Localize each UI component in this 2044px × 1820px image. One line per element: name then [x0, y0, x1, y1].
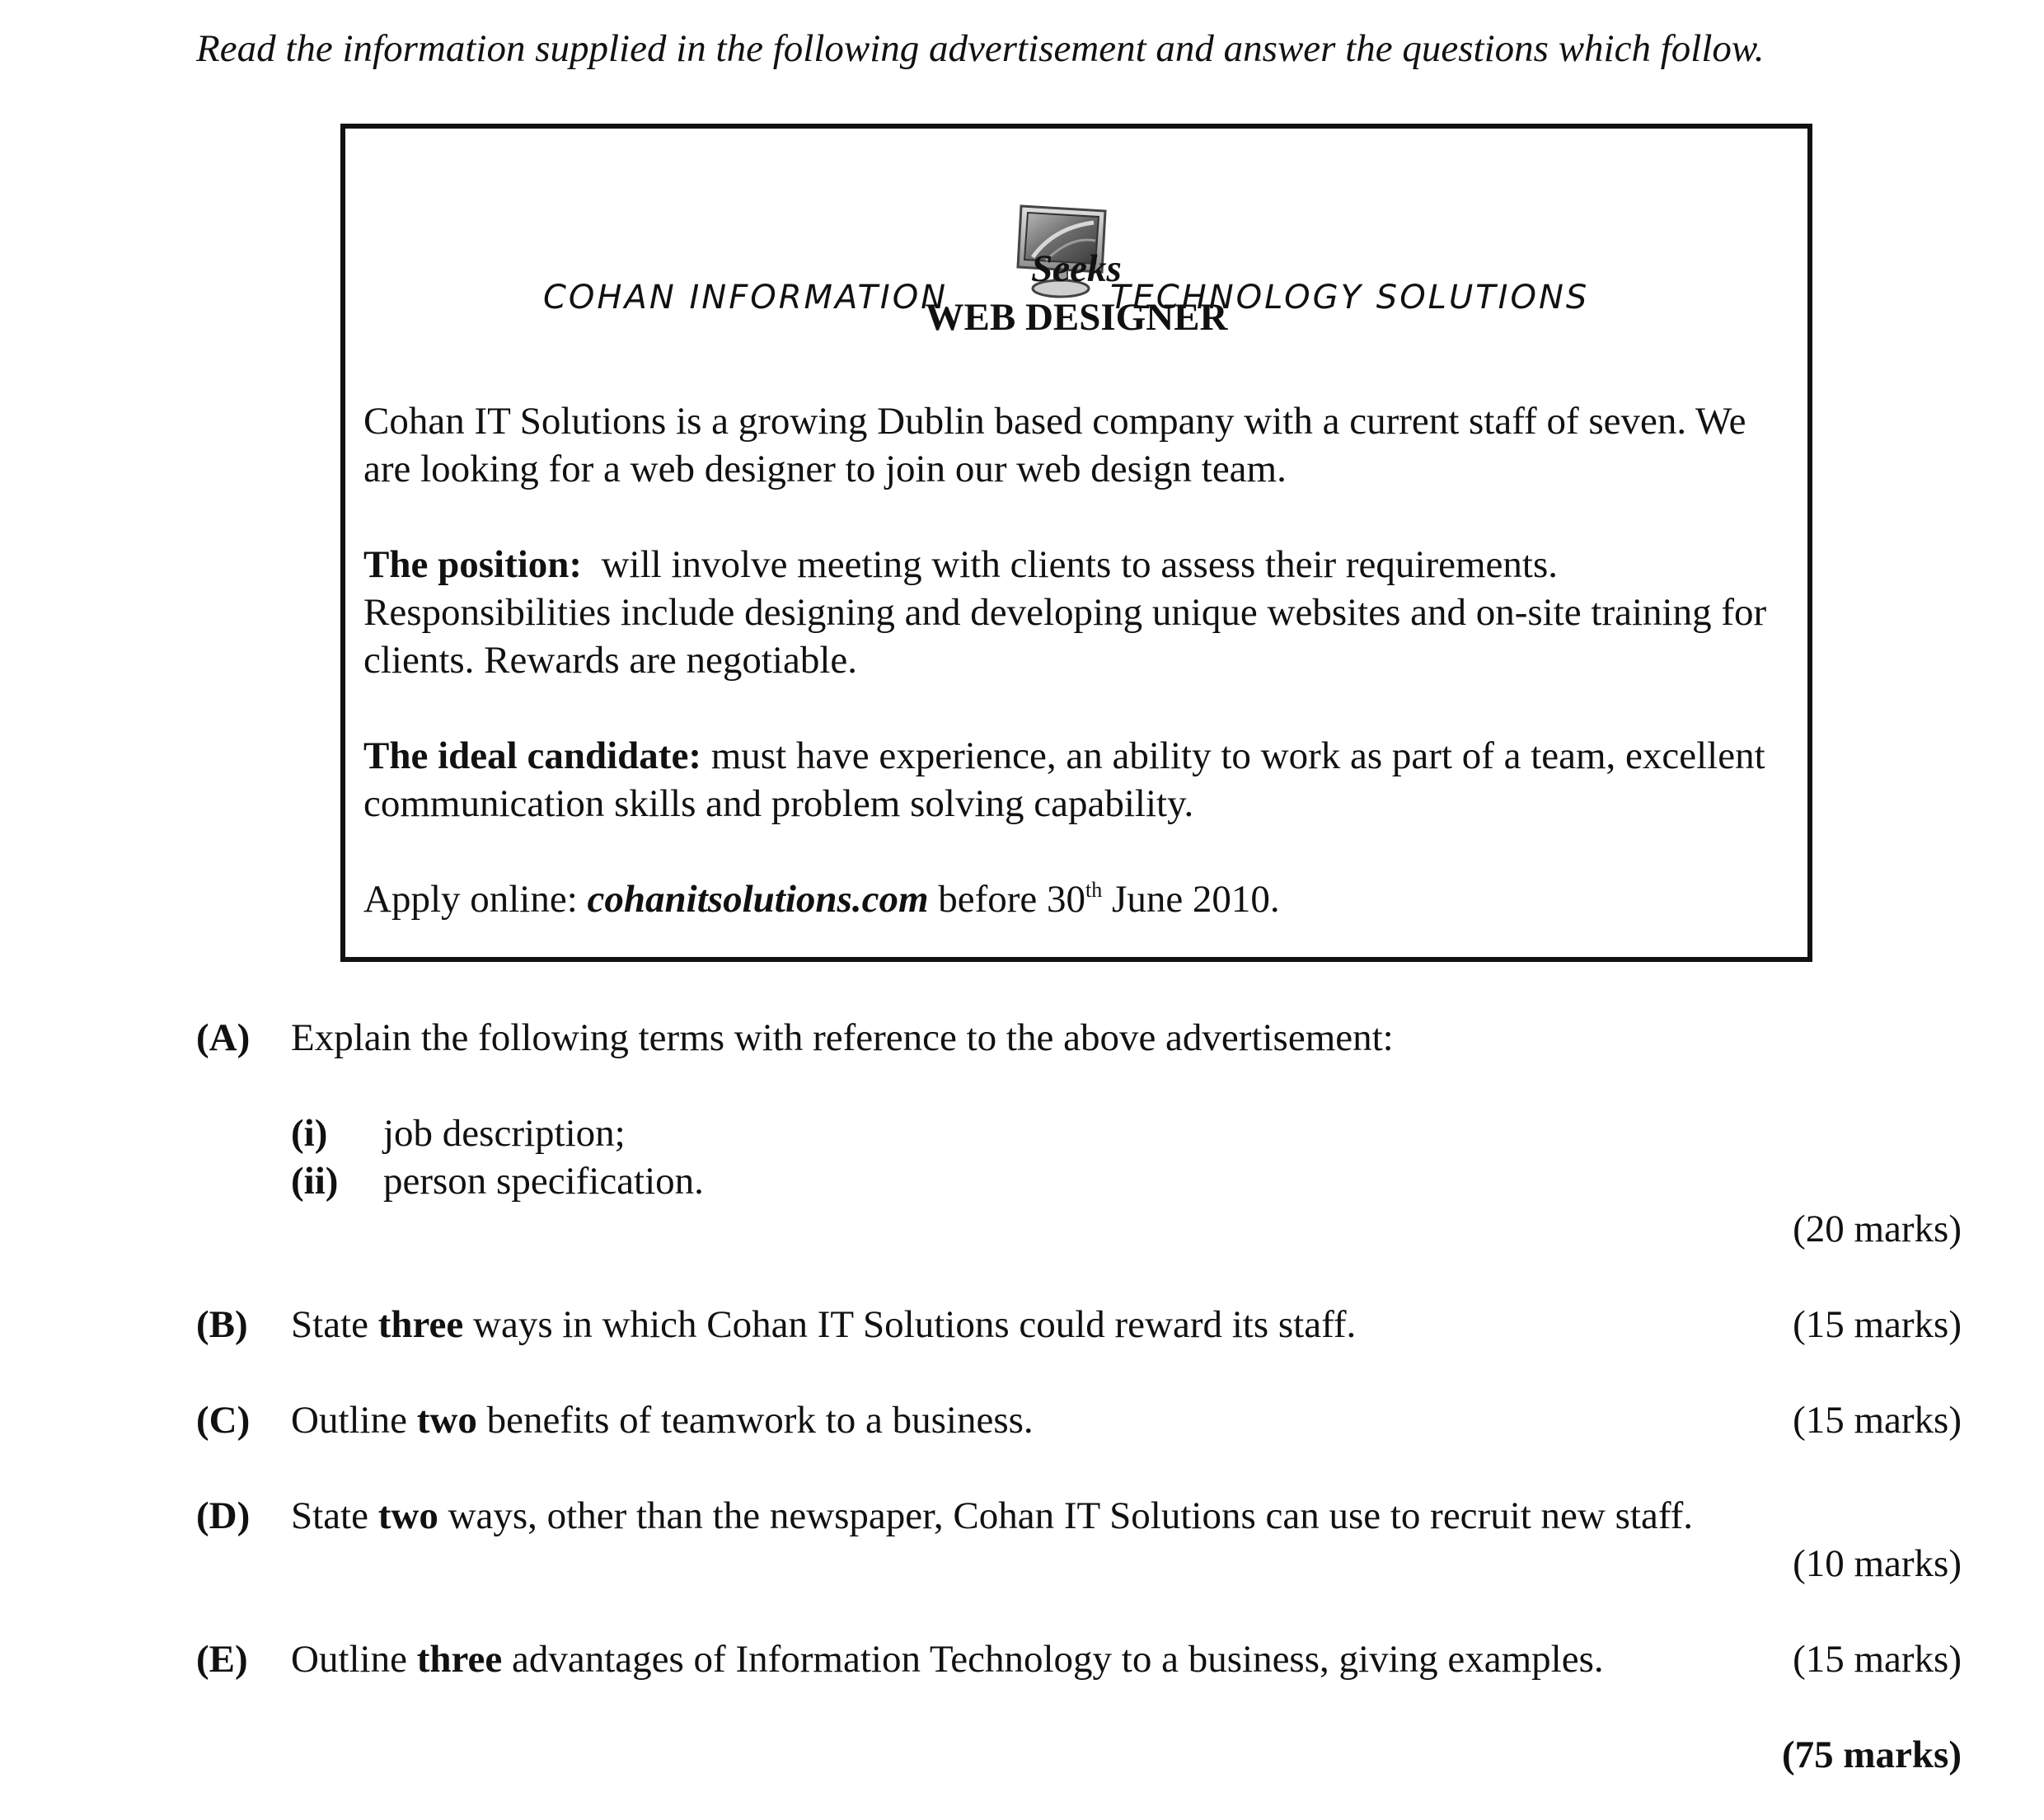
question-b-text-before: State — [291, 1303, 368, 1346]
question-a-sub-ii-text: person specification. — [383, 1160, 704, 1203]
question-a-sub-i-label: (i) — [291, 1112, 328, 1155]
question-b-text — [291, 1302, 1356, 1347]
question-a-sub-i-text: job description; — [383, 1112, 626, 1155]
question-e-marks: (15 marks) — [1793, 1638, 1962, 1681]
position-text: will involve meeting with clients to assess their requirements. Responsibilities include designing and developing unique websites and on-site training for clients. Rewards are negotiable. — [363, 543, 1767, 682]
company-name-left: COHAN INFORMATION — [543, 279, 949, 317]
question-e-label: (E) — [196, 1638, 248, 1681]
question-e-text-after: advantages of Information Technology to a business, giving examples. — [512, 1638, 1604, 1681]
company-intro-paragraph: Cohan IT Solutions is a growing Dublin based company with a current staff of seven. We are looking for a web designer to join our web design team. — [363, 400, 1746, 490]
question-c-text-after: benefits of teamwork to a business. — [486, 1399, 1034, 1442]
position-label: The position: — [363, 543, 583, 586]
apply-before: before 30 — [938, 878, 1086, 921]
job-title: WEB DESIGNER — [925, 296, 1228, 339]
question-e-text — [291, 1637, 1604, 1682]
apply-date-suffix: th — [1085, 878, 1103, 902]
question-c-marks: (15 marks) — [1793, 1399, 1962, 1442]
question-d-emphasis: two — [377, 1494, 438, 1537]
question-c-text-before: Outline — [291, 1399, 407, 1442]
total-marks: (75 marks) — [1782, 1733, 1962, 1776]
question-c-text — [291, 1398, 1034, 1442]
question-e-text-before: Outline — [291, 1638, 407, 1681]
position-paragraph — [363, 541, 1798, 684]
question-b-marks: (15 marks) — [1793, 1303, 1962, 1346]
question-a-text: Explain the following terms with reference to the above advertisement: — [291, 1016, 1394, 1059]
question-d-label: (D) — [196, 1494, 251, 1537]
candidate-paragraph — [363, 732, 1798, 828]
candidate-text: must have experience, an ability to work as part of a team, excellent communication skills and problem solving capability. — [363, 734, 1765, 825]
apply-prefix: Apply online: — [363, 878, 578, 921]
question-d-text-before: State — [291, 1494, 368, 1537]
apply-paragraph — [363, 875, 1798, 923]
apply-url: cohanitsolutions.com — [587, 878, 929, 921]
question-e-emphasis: three — [416, 1638, 503, 1681]
question-b-label: (B) — [196, 1303, 248, 1346]
advertisement-box — [340, 124, 1812, 962]
question-d-text-after: ways, other than the newspaper, Cohan IT Solutions can use to recruit new staff. — [448, 1494, 1694, 1537]
question-a-label: (A) — [196, 1016, 251, 1059]
question-a-sub-ii-label: (ii) — [291, 1160, 339, 1203]
instructions: Read the information supplied in the following advertisement and answer the questions which follow. — [196, 27, 1765, 70]
question-c-label: (C) — [196, 1399, 251, 1442]
question-d-marks: (10 marks) — [1793, 1542, 1962, 1585]
question-c-emphasis: two — [416, 1399, 477, 1442]
question-b-emphasis: three — [377, 1303, 464, 1346]
apply-date: June 2010. — [1112, 878, 1280, 921]
question-b-text-after: ways in which Cohan IT Solutions could reward its staff. — [473, 1303, 1357, 1346]
question-d-text — [291, 1494, 1693, 1538]
question-a-marks: (20 marks) — [1793, 1208, 1962, 1250]
seeks-heading: Seeks — [1031, 247, 1122, 290]
company-name-right: TECHNOLOGY SOLUTIONS — [1110, 279, 1590, 317]
candidate-label: The ideal candidate: — [363, 734, 701, 777]
